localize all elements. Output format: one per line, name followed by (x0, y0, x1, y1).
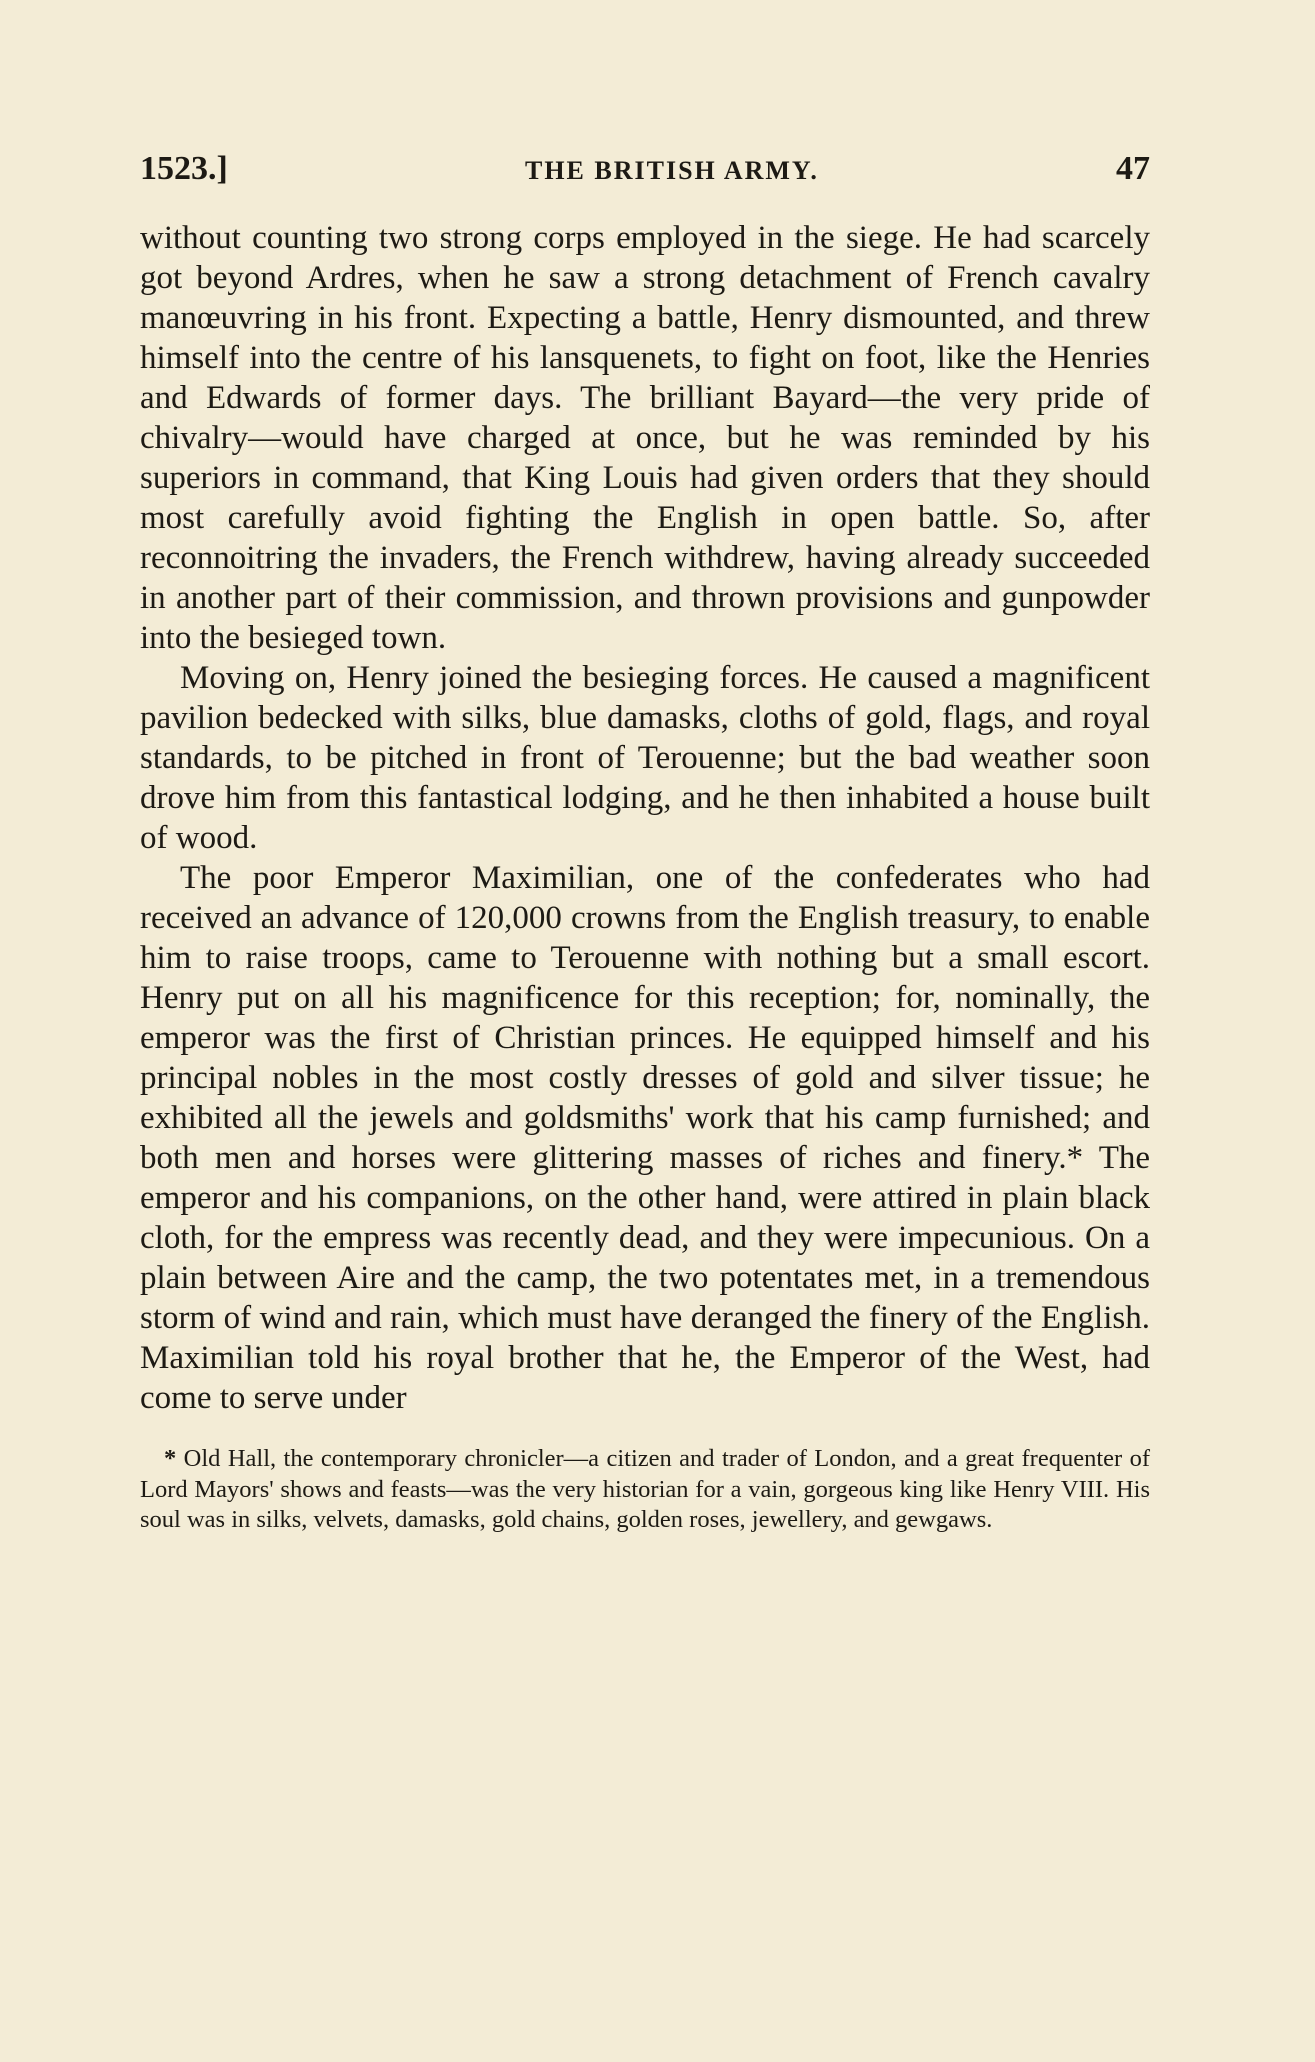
paragraph-3: The poor Emperor Maximilian, one of the confederates who had received an advance of 120,000 crowns from the English treasury, to enable him to raise troops, came to Terouenne with nothing but a small escort. Henry put on all his magnificence for this reception; for, nominally, the emperor was the first of Christian princes. He equipped himself and his principal nobles in the most costly dresses of gold and silver tissue; he exhibited all the jewels and goldsmiths' work that his camp furnished; and both men and horses were glittering masses of riches and finery.* The emperor and his companions, on the other hand, were attired in plain black cloth, for the empress was recently dead, and they were impecunious. On a plain between Aire and the camp, the two potentates met, in a tremendous storm of wind and rain, which must have deranged the finery of the English. Maximilian told his royal brother that he, the Emperor of the West, had come to serve under (140, 860, 1150, 1416)
running-head (140, 150, 1150, 188)
paragraph-1: without counting two strong corps employed in the siege. He had scarcely got beyond Ardres, when he saw a strong detachment of French cavalry manœuvring in his front. Expecting a battle, Henry dismounted, and threw himself into the centre of his lansquenets, to fight on foot, like the Henries and Edwards of former days. The brilliant Bayard—the very pride of chivalry—would have charged at once, but he was reminded by his superiors in command, that King Louis had given orders that they should most carefully avoid fighting the English in open battle. So, after reconnoitring the invaders, the French withdrew, having already succeeded in another part of their commission, and thrown provisions and gunpowder into the besieged town. (140, 220, 1150, 656)
page-number: 47 (1115, 150, 1150, 187)
footnote-paragraph (140, 1444, 1150, 1536)
footnote (140, 1444, 1150, 1536)
body-text (140, 218, 1150, 1418)
book-page (140, 150, 1150, 1536)
footnote-marker: * (164, 1445, 177, 1472)
running-head-year: 1523.] (140, 150, 228, 187)
running-head-title: THE BRITISH ARMY. (524, 156, 819, 185)
footnote-text: Old Hall, the contemporary chronicler—a citizen and trader of London, and a great frequenter of Lord Mayors' shows and feasts—was the very historian for a vain, gorgeous king like Henry VIII. His soul was in silks, velvets, damasks, gold chains, golden roses, jewellery, and gewgaws. (140, 1445, 1150, 1533)
paragraph-2: Moving on, Henry joined the besieging forces. He caused a magnificent pavilion bedecked with silks, blue damasks, cloths of gold, flags, and royal standards, to be pitched in front of Terouenne; but the bad weather soon drove him from this fantastical lodging, and he then inhabited a house built of wood. (140, 660, 1150, 856)
